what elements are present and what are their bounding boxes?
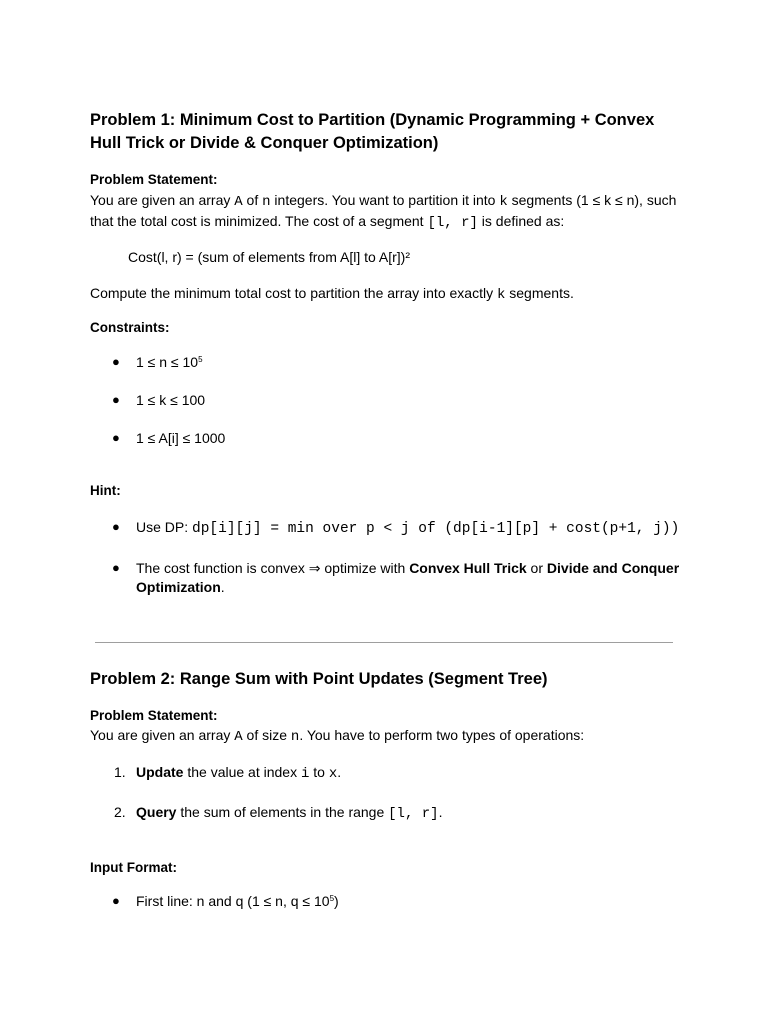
hint-item <box>136 558 679 578</box>
text: Compute the minimum total cost to partition the array into exactly <box>90 285 497 301</box>
text: of size <box>242 727 291 743</box>
text: . You have to perform two types of operations: <box>299 727 585 743</box>
bold-text: Update <box>136 764 184 780</box>
compute-sentence <box>90 283 574 305</box>
code-n: n <box>290 729 300 745</box>
text: or <box>526 560 547 576</box>
text: . <box>438 804 443 820</box>
code-x: x <box>328 766 338 782</box>
bullet-icon: ● <box>112 893 120 908</box>
constraint-item: 1 ≤ k ≤ 100 <box>136 392 206 408</box>
bullet-icon: ● <box>112 430 120 445</box>
text: You are given an array <box>90 727 235 743</box>
problem1-statement-line2 <box>90 211 564 233</box>
text: . <box>220 579 225 595</box>
problem1-statement-line1 <box>90 190 676 212</box>
text: segments. <box>505 285 574 301</box>
text: the value at index <box>183 764 301 780</box>
constraints-label: Constraints: <box>90 320 170 335</box>
text: . <box>337 764 342 780</box>
problem2-title: Problem 2: Range Sum with Point Updates (Segment Tree) <box>90 670 548 688</box>
input-item <box>136 891 339 911</box>
list-number: 2. <box>114 804 126 820</box>
text: of <box>242 192 263 208</box>
text: ) <box>334 893 339 909</box>
superscript: 5 <box>198 355 203 364</box>
text: You are given an array <box>90 192 235 208</box>
text: 1 ≤ n ≤ 10 <box>136 354 199 370</box>
constraint-item <box>136 352 203 372</box>
text: segments (1 ≤ k ≤ n), such <box>507 192 677 208</box>
list-number: 1. <box>114 764 126 780</box>
code-segment: [l, r] <box>427 215 478 231</box>
code-n: n <box>262 194 271 210</box>
bold-text: Query <box>136 804 177 820</box>
text: is defined as: <box>477 213 565 229</box>
code-k: k <box>496 287 506 303</box>
bullet-icon: ● <box>112 519 120 534</box>
hint-item <box>136 517 679 539</box>
code-recurrence: dp[i][j] = min over p < j of (dp[i-1][p] + cost(p+1, j)) <box>192 521 680 537</box>
text: the sum of elements in the range <box>176 804 389 820</box>
code-i: i <box>300 766 310 782</box>
code-array: A <box>234 194 243 210</box>
bold-text: Divide and Conquer <box>546 560 680 576</box>
text: that the total cost is minimized. The cost of a segment <box>90 213 428 229</box>
code-k: k <box>499 194 508 210</box>
hint-item-continued <box>136 577 225 597</box>
text: integers. You want to partition it into <box>270 192 500 208</box>
constraint-item: 1 ≤ A[i] ≤ 1000 <box>136 430 226 446</box>
code-array: A <box>234 729 243 745</box>
section-divider <box>95 642 673 643</box>
text: to <box>309 764 329 780</box>
problem1-title-line1: Problem 1: Minimum Cost to Partition (Dynamic Programming + Convex <box>90 111 655 129</box>
text: The cost function is convex ⇒ optimize with <box>136 560 410 576</box>
bold-text: Convex Hull Trick <box>409 560 527 576</box>
bullet-icon: ● <box>112 354 120 369</box>
problem2-statement <box>90 725 584 747</box>
bullet-icon: ● <box>112 392 120 407</box>
text: First line: n and q (1 ≤ n, q ≤ 10 <box>136 893 330 909</box>
code-range: [l, r] <box>388 806 439 822</box>
cost-formula: Cost(l, r) = (sum of elements from A[l] to A[r])² <box>128 249 411 265</box>
hint-label: Hint: <box>90 483 121 498</box>
text: Use DP: <box>136 519 193 535</box>
problem1-title-line2: Hull Trick or Divide & Conquer Optimization) <box>90 134 439 152</box>
bold-text: Optimization <box>136 579 221 595</box>
input-format-label: Input Format: <box>90 860 177 875</box>
bullet-icon: ● <box>112 560 120 575</box>
problem1-statement-label: Problem Statement: <box>90 172 218 187</box>
operation-item <box>136 762 341 784</box>
problem2-statement-label: Problem Statement: <box>90 708 218 723</box>
superscript: 5 <box>329 894 335 903</box>
operation-item <box>136 802 442 824</box>
